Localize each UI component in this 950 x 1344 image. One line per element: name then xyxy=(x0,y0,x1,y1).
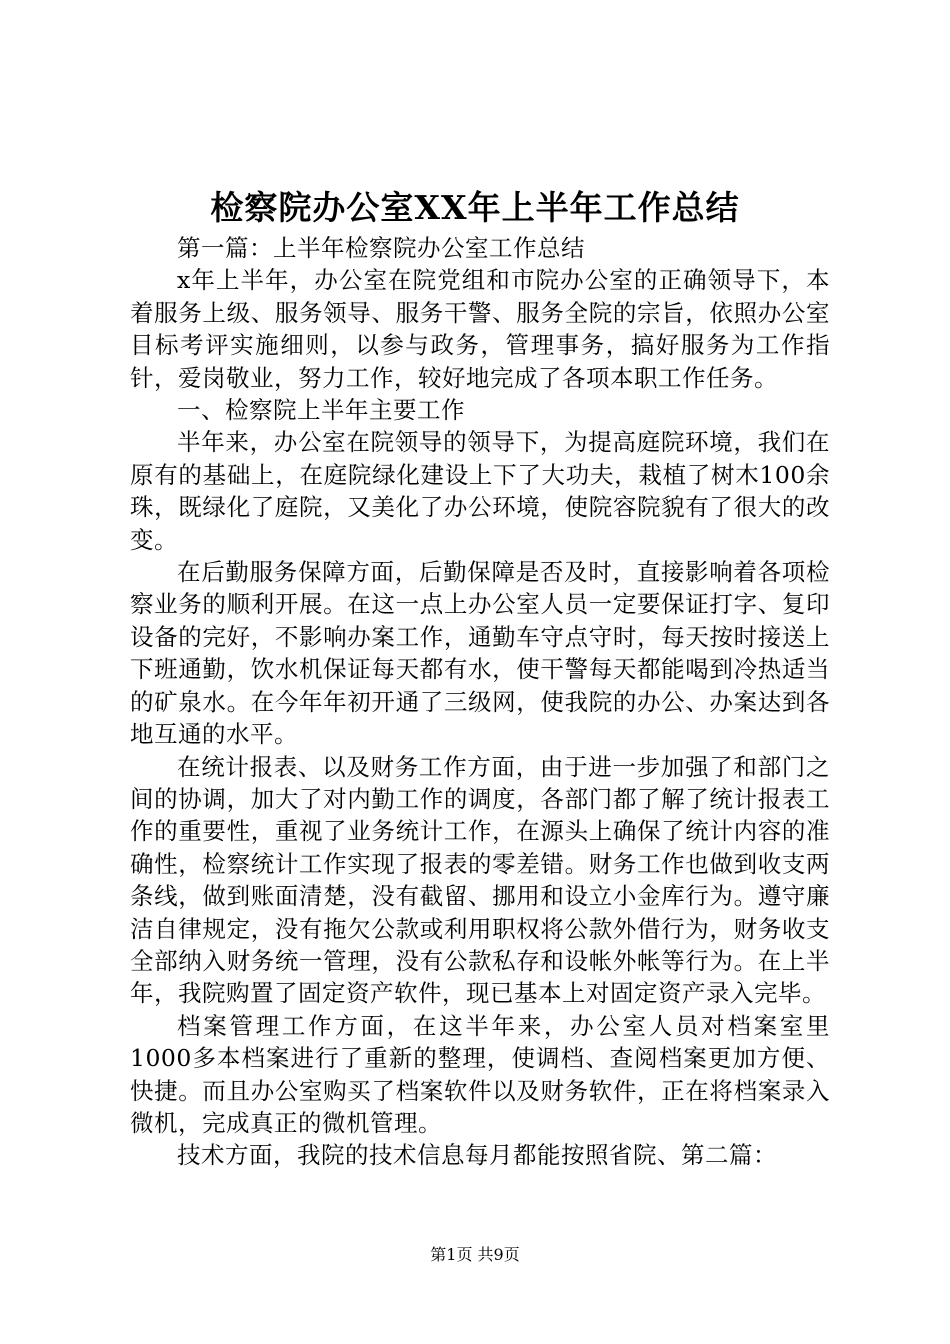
paragraph-section-heading: 第一篇：上半年检察院办公室工作总结 xyxy=(177,234,585,262)
paragraph-technology: 技术方面，我院的技术信息每月都能按照省院、第二篇： xyxy=(177,1141,777,1170)
paragraph-intro: x年上半年，办公室在院党组和市院办公室的正确领导下，本着服务上级、服务领导、服务干警、服务全院的宗旨，依照办公室目标考评实施细则，以参与政务，管理事务，搞好服务为工作指针，爱岗敬业，努力工作，较好地完成了各项本职工作任务。 xyxy=(130,266,830,392)
document-title: 检察院办公室XX年上半年工作总结 xyxy=(210,188,740,227)
paragraph-statistics-finance: 在统计报表、以及财务工作方面，由于进一步加强了和部门之间的协调，加大了对内勤工作的调度，各部门都了解了统计报表工作的重要性，重视了业务统计工作，在源头上确保了统计内容的准确性，检察统计工作实现了报表的零差错。财务工作也做到收支两条线，做到账面清楚，没有截留、挪用和设立小金库行为。遵守廉洁自律规定，没有拖欠公款或利用职权将公款外借行为，财务收支全部纳入财务统一管理，没有公款私存和设帐外帐等行为。在上半年，我院购置了固定资产软件，现已基本上对固定资产录入完毕。 xyxy=(130,752,830,1008)
document-body xyxy=(130,232,830,1172)
paragraph-environment: 半年来，办公室在院领导的领导下，为提高庭院环境，我们在原有的基础上，在庭院绿化建设上下了大功夫，栽植了树木100余珠，既绿化了庭院，又美化了办公环境，使院容院貌有了很大的改变。 xyxy=(130,428,830,554)
page-number-footer: 第1页 共9页 xyxy=(430,1245,520,1264)
paragraph-archives: 档案管理工作方面，在这半年来，办公室人员对档案室里1000多本档案进行了重新的整理，使调档、查阅档案更加方便、快捷。而且办公室购买了档案软件以及财务软件，正在将档案录入微机，完成真正的微机管理。 xyxy=(130,1011,830,1137)
paragraph-logistics: 在后勤服务保障方面，后勤保障是否及时，直接影响着各项检察业务的顺利开展。在这一点上办公室人员一定要保证打字、复印设备的完好，不影响办案工作，通勤车守点守时，每天按时接送上下班通勤，饮水机保证每天都有水，使干警每天都能喝到冷热适当的矿泉水。在今年年初开通了三级网，使我院的办公、办案达到各地互通的水平。 xyxy=(130,558,830,749)
paragraph-subheading: 一、检察院上半年主要工作 xyxy=(177,396,465,425)
